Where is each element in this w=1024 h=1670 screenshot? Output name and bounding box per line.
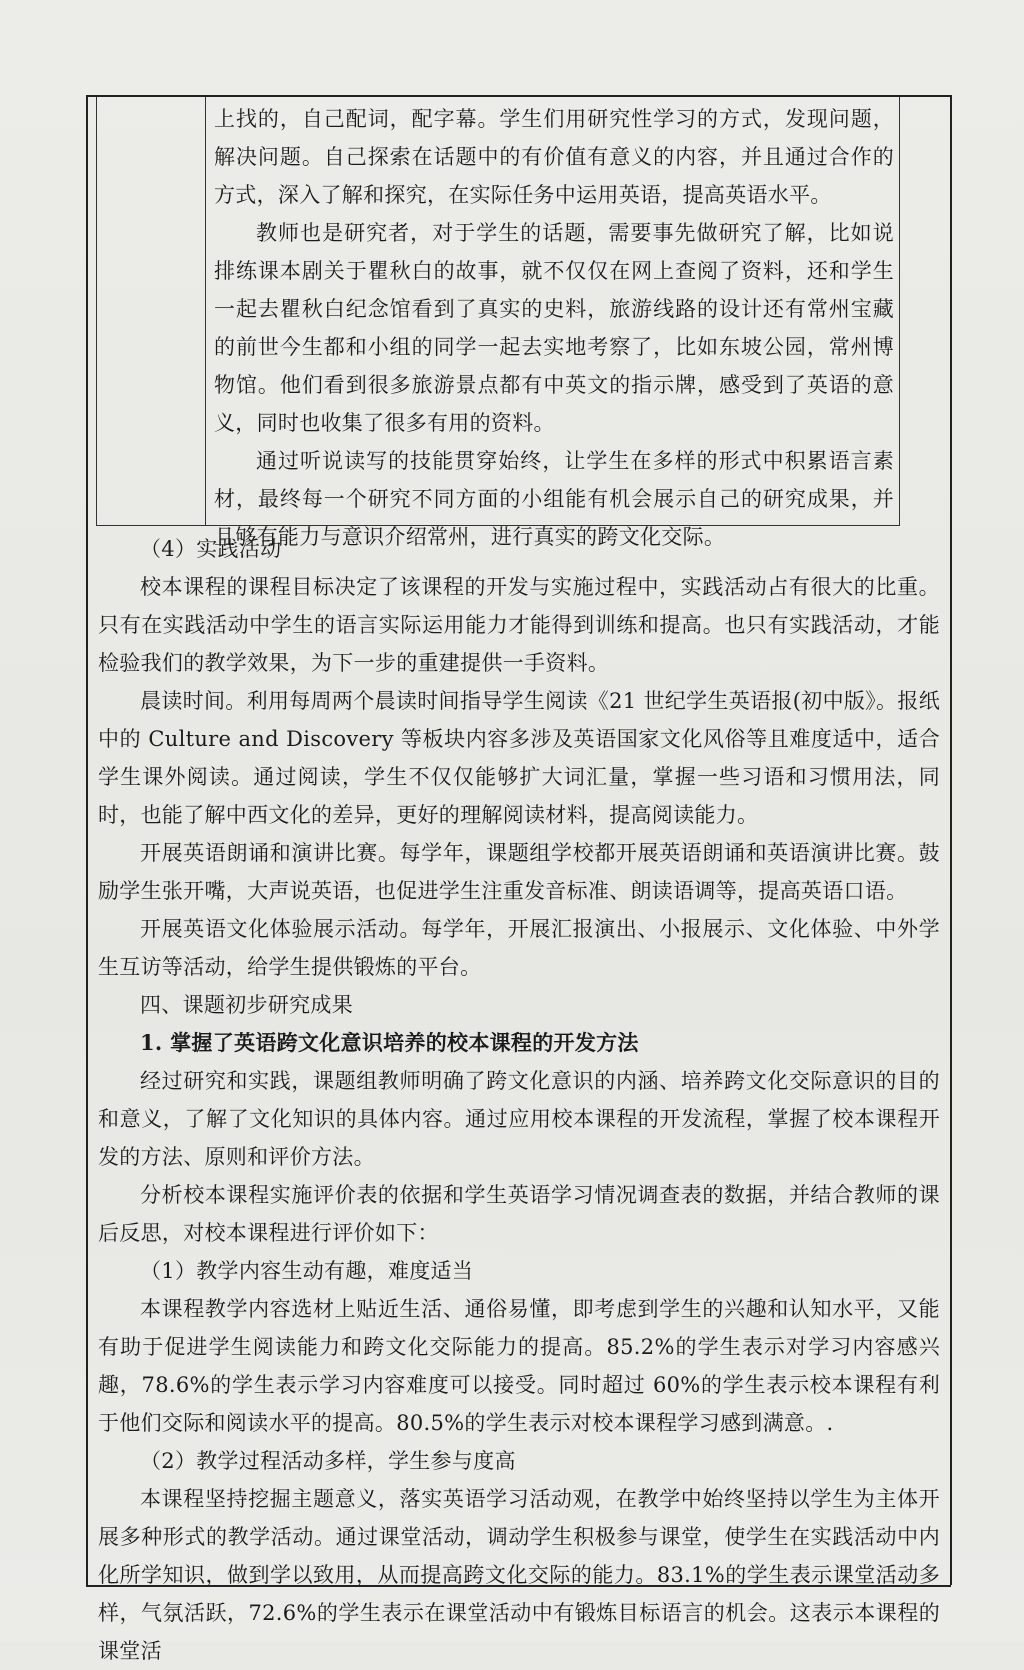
paragraph: 经过研究和实践，课题组教师明确了跨文化意识的内涵、培养跨文化交际意识的目的和意义，了解了文化知识的具体内容。通过应用校本课程的开发流程，掌握了校本课程开发的方法、原则和评价方法。 [98,1069,940,1169]
inner-table-column-divider [205,97,206,525]
heading-teaching-content: （1）教学内容生动有趣，难度适当 [140,1259,474,1283]
paragraph: 开展英语朗诵和演讲比赛。每学年，课题组学校都开展英语朗诵和英语演讲比赛。鼓励学生张开嘴，大声说英语，也促进学生注重发音标准、朗读语调等，提高英语口语。 [98,841,940,903]
subheading-one: 1. 掌握了英语跨文化意识培养的校本课程的开发方法 [140,1030,639,1055]
outer-border-right [950,95,952,1585]
cell-paragraph-3: 通过听说读写的技能贯穿始终，让学生在多样的形式中积累语言素材，最终每一个研究不同方面的小组能有机会展示自己的研究成果，并且够有能力与意识介绍常州，进行真实的跨文化交际。 [214,449,894,549]
heading-teaching-process: （2）教学过程活动多样，学生参与度高 [140,1449,516,1473]
paragraph: 本课程坚持挖掘主题意义，落实英语学习活动观，在教学中始终坚持以学生为主体开展多种形式的教学活动。通过课堂活动，调动学生积极参与课堂，使学生在实践活动中内化所学知识，做到学以致用，从而提高跨文化交际的能力。83.1%的学生表示课堂活动多样，气氛活跃，72.6%的学生表示在课堂活动中有锻炼目标语言的机会。这表示本课程的课堂活 [98,1487,940,1663]
paragraph: 分析校本课程实施评价表的依据和学生英语学习情况调查表的数据，并结合教师的课后反思，对校本课程进行评价如下： [98,1183,940,1245]
body-content [98,530,940,1670]
section-heading-four: 四、课题初步研究成果 [140,993,353,1017]
paragraph: 本课程教学内容选材上贴近生活、通俗易懂，即考虑到学生的兴趣和认知水平，又能有助于促进学生阅读能力和跨文化交际能力的提高。85.2%的学生表示对学习内容感兴趣，78.6%的学生表示学习内容难度可以接受。同时超过 60%的学生表示校本课程有利于他们交际和阅读水平的提高。80.5%的学生表示对校本课程学习感到满意。. [98,1297,940,1435]
table-cell-content [214,100,894,556]
heading-practice-activities: （4）实践活动 [140,537,282,561]
paragraph: 校本课程的课程目标决定了该课程的开发与实施过程中，实践活动占有很大的比重。只有在实践活动中学生的语言实际运用能力才能得到训练和提高。也只有实践活动，才能检验我们的教学效果，为下一步的重建提供一手资料。 [98,575,940,675]
outer-border-left [86,95,88,1585]
paragraph: 晨读时间。利用每周两个晨读时间指导学生阅读《21 世纪学生英语报(初中版》。报纸中的 Culture and Discovery 等板块内容多涉及英语国家文化风俗等且难度适中，适合学生课外阅读。通过阅读，学生不仅仅能够扩大词汇量，掌握一些习语和习惯用法，同时，也能了解中西文化的差异，更好的理解阅读材料，提高阅读能力。 [98,689,940,827]
cell-paragraph-1: 上找的，自己配词，配字幕。学生们用研究性学习的方式，发现问题，解决问题。自己探索在话题中的有价值有意义的内容，并且通过合作的方式，深入了解和探究，在实际任务中运用英语，提高英语水平。 [214,107,894,207]
paragraph: 开展英语文化体验展示活动。每学年，开展汇报演出、小报展示、文化体验、中外学生互访等活动，给学生提供锻炼的平台。 [98,917,940,979]
cell-paragraph-2: 教师也是研究者，对于学生的话题，需要事先做研究了解，比如说排练课本剧关于瞿秋白的故事，就不仅仅在网上查阅了资料，还和学生一起去瞿秋白纪念馆看到了真实的史料，旅游线路的设计还有常州宝藏的前世今生都和小组的同学一起去实地考察了，比如东坡公园，常州博物馆。他们看到很多旅游景点都有中英文的指示牌，感受到了英语的意义，同时也收集了很多有用的资料。 [214,221,894,435]
